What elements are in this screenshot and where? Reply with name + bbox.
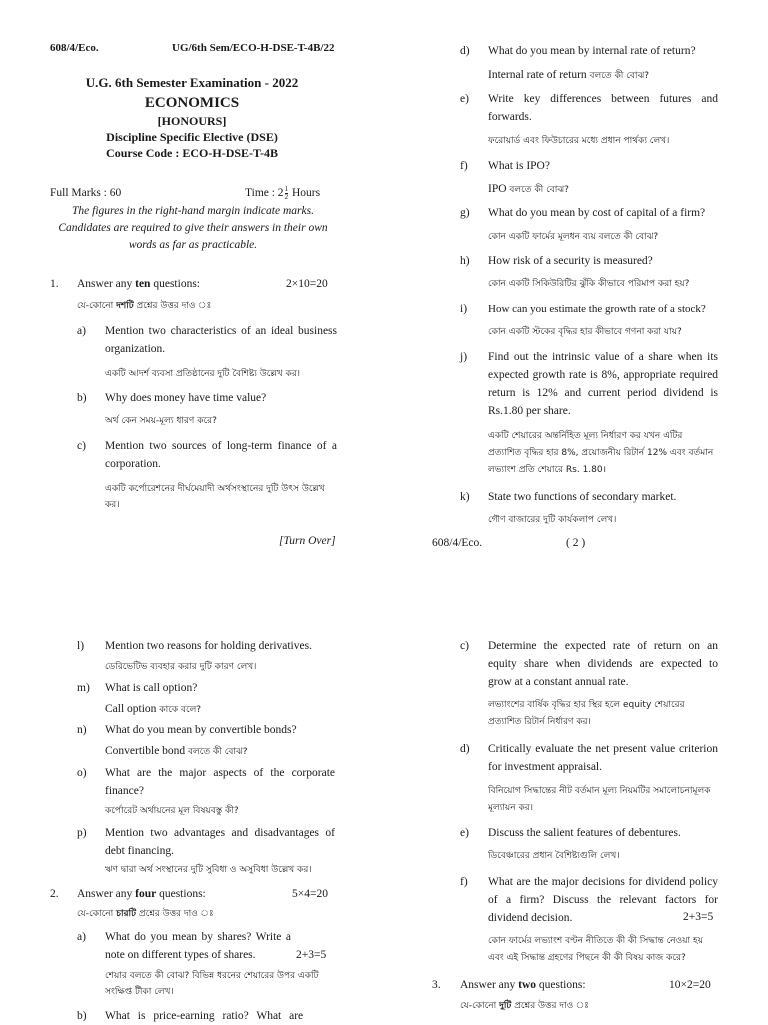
question-text-bengali: Call option কাকে বলে? <box>105 703 202 715</box>
question-text-bengali: বিনিয়োগ সিদ্ধান্তের নীট বর্তমান মূল্য নিয়মটির সমালোচনামূলক মূল্যায়ন কর। <box>488 786 711 813</box>
question-text-bengali: কোন ফার্মের লভ্যাংশ বণ্টন নীতিতে কী কী সিদ্ধান্ত নেওয়া হয় এবং এই সিদ্ধান্ত গ্রহণের পিছনে কী কী বিষয় কাজ করে? <box>488 936 704 963</box>
question-text-bengali: Convertible bond বলতে কী বোঝ? <box>105 745 248 757</box>
page-number: ( 2 ) <box>566 537 586 549</box>
item-label: o) <box>77 767 87 779</box>
instructions: The figures in the right-hand margin indicate marks. Candidates are required to give their answers in their own words as far as practicable. <box>58 205 328 251</box>
item-label: c) <box>460 640 469 652</box>
question-text-bengali: ডেরিভেটিভ ব্যবহার করার দুটি কারণ লেখ। <box>105 662 257 672</box>
question-text-bengali: ফরোয়ার্ড এবং ফিউচারের মধ্যে প্রধান পার্থক্য লেখ। <box>488 136 670 146</box>
question-text: Mention two characteristics of an ideal business organization. <box>105 325 337 355</box>
question-text: Critically evaluate the net present value criterion for investment appraisal. <box>488 743 718 773</box>
question-text: What do you mean by shares? Write a note on different types of shares. <box>105 931 291 961</box>
question-text-bengali: একটি কর্পোরেশনের দীর্ঘমেয়াদী অর্থসংস্থানের দুটি উৎস উল্লেখ কর। <box>105 484 325 510</box>
question-text-bengali: ডিবেঞ্চারের প্রধান বৈশিষ্ট্যগুলি লেখ। <box>488 851 620 861</box>
full-marks: Full Marks : 60 <box>50 187 122 199</box>
honours-label: [HONOURS] <box>157 114 227 128</box>
item-label: m) <box>77 682 90 694</box>
paper-course-ref: UG/6th Sem/ECO-H-DSE-T-4B/22 <box>172 42 335 54</box>
item-label: f) <box>460 876 468 888</box>
question-text: What are the major decisions for dividend policy of a firm? Discuss the relevant factors for dividend decision. <box>488 876 718 924</box>
exam-title: U.G. 6th Semester Examination - 2022 <box>85 75 299 90</box>
turn-over-note: [Turn Over] <box>279 535 336 547</box>
time-allowed: Time : 2 $\frac{1}{2}$ Hours <box>245 184 321 201</box>
question-heading: Answer any ten questions: <box>77 278 200 290</box>
question-marks: 2×10=20 <box>286 278 328 290</box>
item-label: l) <box>77 640 85 652</box>
item-label: a) <box>77 931 86 943</box>
item-label: c) <box>77 440 86 452</box>
item-label: e) <box>460 827 469 839</box>
question-text-bengali: Internal rate of return বলতে কী বোঝ? <box>488 69 650 81</box>
item-label: g) <box>460 207 470 219</box>
question-heading-bengali: যে-কোনো দশটি প্রশ্নের উত্তর দাও ঃ <box>77 301 212 311</box>
question-text: What are the major aspects of the corporate finance? <box>105 767 335 797</box>
subject-title: ECONOMICS <box>144 95 240 111</box>
question-text-bengali: ঋণ দ্বারা অর্থ সংস্থানের দুটি সুবিধা ও অসুবিধা উল্লেখ কর। <box>105 865 312 875</box>
question-text-bengali: IPO বলতে কী বোঝ? <box>488 183 569 195</box>
question-text: How can you estimate the growth rate of a stock? <box>488 303 706 315</box>
item-label: e) <box>460 93 469 105</box>
item-label: d) <box>460 743 470 755</box>
question-text-bengali: একটি আদর্শ ব্যবসা প্রতিষ্ঠানের দুটি বৈশিষ্ট্য উল্লেখ কর। <box>105 369 301 379</box>
question-text-bengali: কোন একটি স্টকের বৃদ্ধির হার কীভাবে গণনা করা যায়? <box>488 327 682 337</box>
question-heading: Answer any two questions: <box>460 979 586 991</box>
question-text: State two functions of secondary market. <box>488 491 677 503</box>
item-label: b) <box>77 1010 87 1022</box>
paper-code: 608/4/Eco. <box>50 42 99 54</box>
item-label: f) <box>460 160 468 172</box>
question-number: 1. <box>50 278 59 290</box>
question-text: Determine the expected rate of return on an equity share when dividends are expected to grow at a constant annual rate. <box>488 640 718 688</box>
question-text-bengali: কোন একটি সিকিউরিটির ঝুঁকি কীভাবে পরিমাপ করা হয়? <box>488 279 690 289</box>
question-number: 3. <box>432 979 441 991</box>
question-text: What do you mean by cost of capital of a firm? <box>488 207 706 219</box>
footer-paper-code: 608/4/Eco. <box>432 537 483 549</box>
question-text: Find out the intrinsic value of a share when its expected growth rate is 8%, appropriate required return is 12% and current period dividend is Rs.1.80 per share. <box>488 351 718 417</box>
course-code: Course Code : ECO-H-DSE-T-4B <box>106 146 278 160</box>
question-text-bengali: অর্থ কেন সময়-মূল্য ধারণ করে? <box>105 416 217 426</box>
item-label: p) <box>77 827 87 839</box>
question-heading: Answer any four questions: <box>77 888 206 900</box>
item-label: i) <box>460 303 468 315</box>
question-heading-bengali: যে-কোনো দুটি প্রশ্নের উত্তর দাও ঃ <box>460 1001 589 1011</box>
question-marks: 10×2=20 <box>669 979 711 991</box>
question-text: What is call option? <box>105 682 198 694</box>
question-marks: 5×4=20 <box>292 888 328 900</box>
question-text-bengali: কর্পোরেট অর্থায়নের মূল বিষয়বস্তু কী? <box>105 806 239 816</box>
item-label: a) <box>77 325 86 337</box>
question-text: What do you mean by convertible bonds? <box>105 724 297 736</box>
question-text: What is IPO? <box>488 160 550 172</box>
question-marks: 2+3=5 <box>683 911 714 923</box>
item-label: k) <box>460 491 470 503</box>
question-text: Mention two sources of long-term finance of a corporation. <box>105 440 337 470</box>
question-text: What do you mean by internal rate of return? <box>488 45 696 57</box>
question-marks: 2+3=5 <box>296 949 327 961</box>
question-text-bengali: শেয়ার বলতে কী বোঝ? বিভিন্ন ধরনের শেয়ারের উপর একটি সংক্ষিপ্ত টীকা লেখ। <box>105 971 319 997</box>
question-text: What is price-earning ratio? What are <box>105 1010 304 1022</box>
item-label: h) <box>460 255 470 267</box>
item-label: d) <box>460 45 470 57</box>
question-heading-bengali: যে-কোনো চারটি প্রশ্নের উত্তর দাও ঃ <box>77 909 214 919</box>
question-text: Why does money have time value? <box>105 392 267 404</box>
dse-label: Discipline Specific Elective (DSE) <box>106 130 278 144</box>
question-text-bengali: লভ্যাংশের বার্ষিক বৃদ্ধির হার স্থির হলে equity শেয়ারের প্রত্যাশিত রিটার্ন নির্ধারণ কর। <box>488 700 685 727</box>
question-text: Write key differences between futures and forwards. <box>488 93 718 123</box>
question-number: 2. <box>50 888 59 900</box>
question-text: Mention two advantages and disadvantages of debt financing. <box>105 827 335 857</box>
question-text-bengali: গৌণ বাজারের দুটি কার্যকলাপ লেখ। <box>488 515 617 525</box>
question-text: How risk of a security is measured? <box>488 255 653 267</box>
question-text: Mention two reasons for holding derivatives. <box>105 640 312 652</box>
question-text: Discuss the salient features of debentures. <box>488 827 681 839</box>
item-label: b) <box>77 392 87 404</box>
item-label: j) <box>460 351 468 363</box>
question-text-bengali: একটি শেয়ারের অন্তর্নিহিত মূল্য নির্ধারণ কর যখন এটির প্রত্যাশিত বৃদ্ধির হার 8%, প্রয়োজনীয় রিটার্ন 12% এবং বর্তমান লভ্যাংশ প্রতি শেয়ারে Rs. 1.80। <box>488 431 714 475</box>
item-label: n) <box>77 724 87 736</box>
question-text-bengali: কোন একটি ফার্মের মূলধন ব্যয় বলতে কী বোঝ? <box>488 232 659 242</box>
